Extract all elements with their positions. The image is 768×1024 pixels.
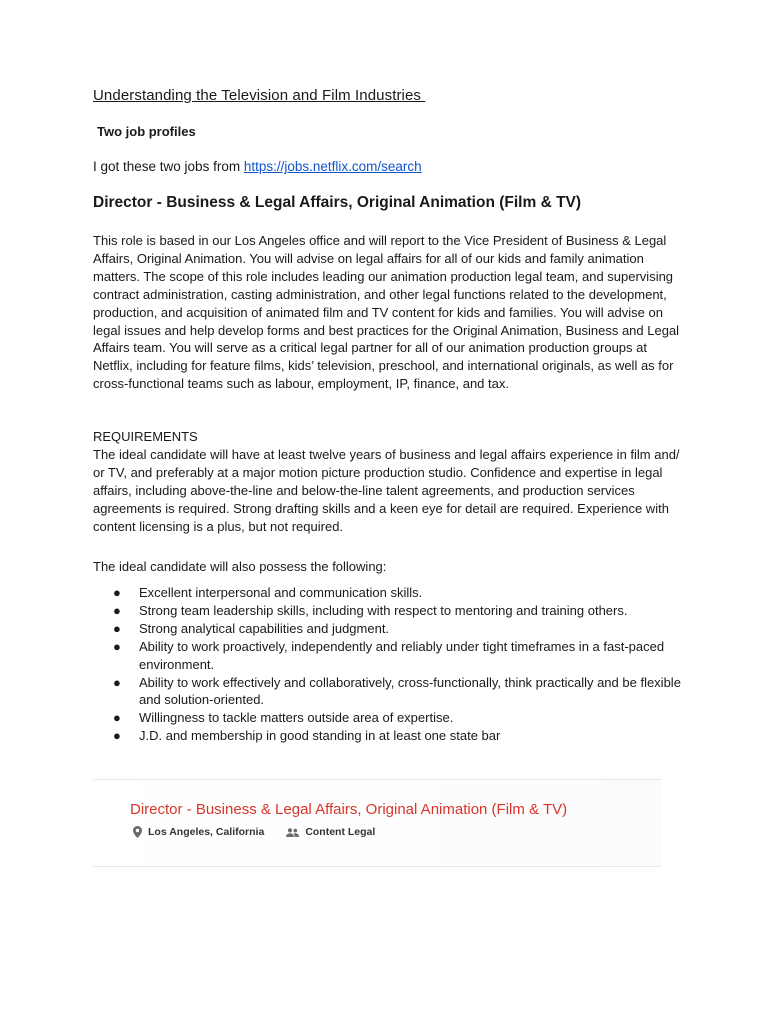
bullet: ● xyxy=(113,620,121,636)
list-item-text: Ability to work effectively and collaboratively, cross-functionally, think practically and be flexible and solution-oriented. xyxy=(139,674,681,708)
bullet: ● xyxy=(113,585,121,600)
list-item-text: Willingness to tackle matters outside area of expertise. xyxy=(139,710,454,726)
people-icon xyxy=(286,828,299,837)
bullet: ● xyxy=(113,674,121,690)
bullet: ● xyxy=(113,602,121,618)
list-item-text: Ability to work proactively, independently and reliably under tight timeframes in a fast-paced environment. xyxy=(139,638,665,672)
listing-meta xyxy=(133,826,375,838)
list-item-text: Strong team leadership skills, including with respect to mentoring and training others. xyxy=(139,602,628,618)
job-listing-card[interactable] xyxy=(93,779,661,867)
list-item xyxy=(93,727,683,745)
source-line xyxy=(93,159,422,174)
document-title: Understanding the Television and Film Industries xyxy=(93,87,426,104)
bullet: ● xyxy=(113,728,121,744)
ideal-candidate-intro: The ideal candidate will also possess the following: xyxy=(93,559,387,574)
requirements-heading: REQUIREMENTS xyxy=(93,429,198,444)
requirements-text: The ideal candidate will have at least twelve years of business and legal affairs experience in film and/ or TV, and preferably at a major motion picture production studio. Confidence and expertise in legal affairs, including above-the-line and below-the-line talent agreements, and production services agreements is required. Strong drafting skills and a keen eye for detail are required. Experience with content licensing is a plus, but not required. xyxy=(93,447,680,534)
map-pin-icon xyxy=(133,826,142,838)
list-item-text: Strong analytical capabilities and judgment. xyxy=(139,620,390,636)
listing-title[interactable]: Director - Business & Legal Affairs, Original Animation (Film & TV) xyxy=(130,801,568,818)
source-prefix: I got these two jobs from xyxy=(93,159,244,174)
list-item xyxy=(93,674,683,710)
bullet: ● xyxy=(113,710,121,726)
list-item-text: J.D. and membership in good standing in at least one state bar xyxy=(139,728,501,744)
subheading: Two job profiles xyxy=(97,124,196,139)
list-item xyxy=(93,584,683,602)
list-item xyxy=(93,638,683,674)
source-link[interactable]: https://jobs.netflix.com/search xyxy=(243,159,422,174)
job-title: Director - Business & Legal Affairs, Original Animation (Film & TV) xyxy=(93,194,582,211)
list-item-text: Excellent interpersonal and communication skills. xyxy=(139,585,423,600)
list-item xyxy=(93,620,683,638)
list-item xyxy=(93,602,683,620)
qualities-list xyxy=(93,584,683,745)
listing-team xyxy=(286,826,375,838)
listing-location xyxy=(133,826,264,838)
team-text: Content Legal xyxy=(305,826,376,838)
bullet: ● xyxy=(113,638,121,654)
job-description: This role is based in our Los Angeles office and will report to the Vice President of Business & Legal Affairs, Original Animation. You will advise on legal affairs for all of our kids and family animation matters. The scope of this role includes leading our animation production legal team, and supervising contract administration, casting administration, and other legal functions related to the development, production, and acquisition of animated film and TV content for kids and families. You will advise on legal issues and help develop forms and best practices for the Original Animation, Business and Legal Affairs team. You will serve as a critical legal partner for all of our animation production groups at Netflix, including for feature films, kids’ television, preschool, and international originals, as well as for cross-functional teams such as labour, employment, IP, finance, and tax. xyxy=(93,233,680,392)
location-text: Los Angeles, California xyxy=(148,826,265,838)
list-item xyxy=(93,709,683,727)
